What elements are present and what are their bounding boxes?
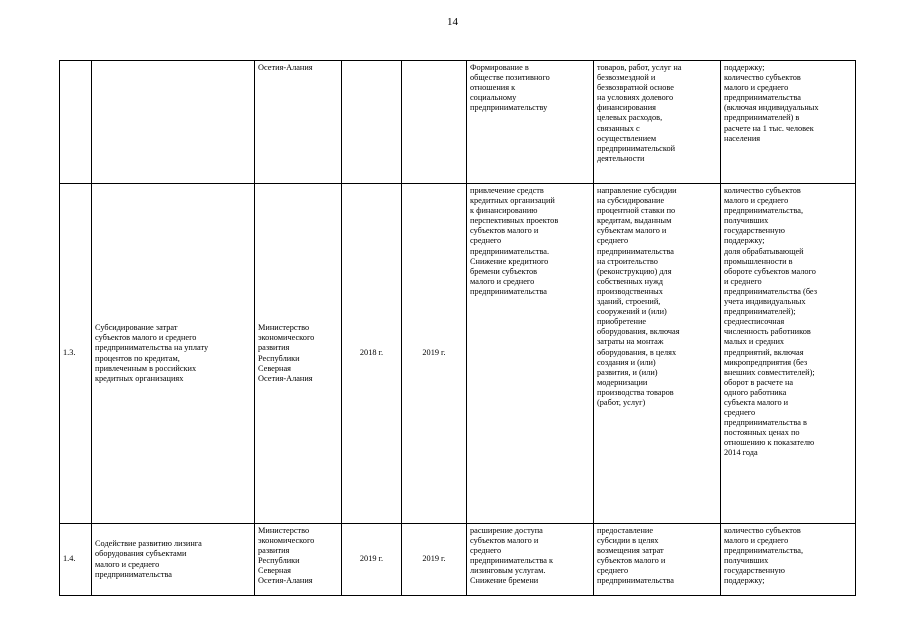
end-year-cell: 2019 г. xyxy=(402,184,467,524)
row-number-cell: 1.4. xyxy=(60,524,92,596)
main-direction-cell: товаров, работ, услуг на безвозмездной и безвозвратной основе на условиях долевого финансирования целевых расходов, связанных с осуществлением предпринимательской деятельности xyxy=(594,61,721,184)
end-year-cell xyxy=(402,61,467,184)
expected-result-cell: расширение доступа субъектов малого и среднего предпринимательства к лизинговым услугам. Снижение бремени xyxy=(467,524,594,596)
row-number-cell xyxy=(60,61,92,184)
executor-cell: Осетия-Алания xyxy=(255,61,342,184)
expected-result-cell: Формирование в обществе позитивного отношения к социальному предпринимательству xyxy=(467,61,594,184)
program-table xyxy=(59,60,856,596)
start-year-cell: 2019 г. xyxy=(342,524,402,596)
indicators-cell: поддержку; количество субъектов малого и среднего предпринимательства (включая индивидуальных предпринимателей) в расчете на 1 тыс. человек населения xyxy=(721,61,856,184)
measure-name-cell: Субсидирование затрат субъектов малого и среднего предпринимательства на уплату процентов по кредитам, привлеченным в российских кредитных организациях xyxy=(92,184,255,524)
measure-name-cell xyxy=(92,61,255,184)
table-row xyxy=(60,524,856,596)
start-year-cell: 2018 г. xyxy=(342,184,402,524)
start-year-cell xyxy=(342,61,402,184)
indicators-cell: количество субъектов малого и среднего предпринимательства, получивших государственную поддержку; xyxy=(721,524,856,596)
executor-cell: Министерство экономического развития Республики Северная Осетия-Алания xyxy=(255,524,342,596)
page-number: 14 xyxy=(447,16,458,28)
table-row xyxy=(60,61,856,184)
table-row xyxy=(60,184,856,524)
main-direction-cell: направление субсидии на субсидирование процентной ставки по кредитам, выданным субъектам малого и среднего предпринимательства на строительство (реконструкцию) для собственных нужд производственных зданий, строений, сооружений и (или) приобретение оборудования, включая затраты на монтаж оборудования, в целях создания и (или) развития, и (или) модернизации производства товаров (работ, услуг) xyxy=(594,184,721,524)
end-year-cell: 2019 г. xyxy=(402,524,467,596)
expected-result-cell: привлечение средств кредитных организаций к финансированию перспективных проектов субъектов малого и среднего предпринимательства. Снижение кредитного бремени субъектов малого и среднего предпринимательства xyxy=(467,184,594,524)
indicators-cell: количество субъектов малого и среднего предпринимательства, получивших государственную поддержку; доля обрабатывающей промышленности в обороте субъектов малого и среднего предпринимательства (без учета индивидуальных предпринимателей); среднесписочная численность работников малых и средних предприятий, включая микропредприятия (без внешних совместителей); оборот в расчете на одного работника субъекта малого и среднего предпринимательства в постоянных ценах по отношению к показателю 2014 года xyxy=(721,184,856,524)
executor-cell: Министерство экономического развития Республики Северная Осетия-Алания xyxy=(255,184,342,524)
row-number-cell: 1.3. xyxy=(60,184,92,524)
measure-name-cell: Содействие развитию лизинга оборудования субъектами малого и среднего предпринимательства xyxy=(92,524,255,596)
main-direction-cell: предоставление субсидии в целях возмещения затрат субъектов малого и среднего предпринимательства xyxy=(594,524,721,596)
